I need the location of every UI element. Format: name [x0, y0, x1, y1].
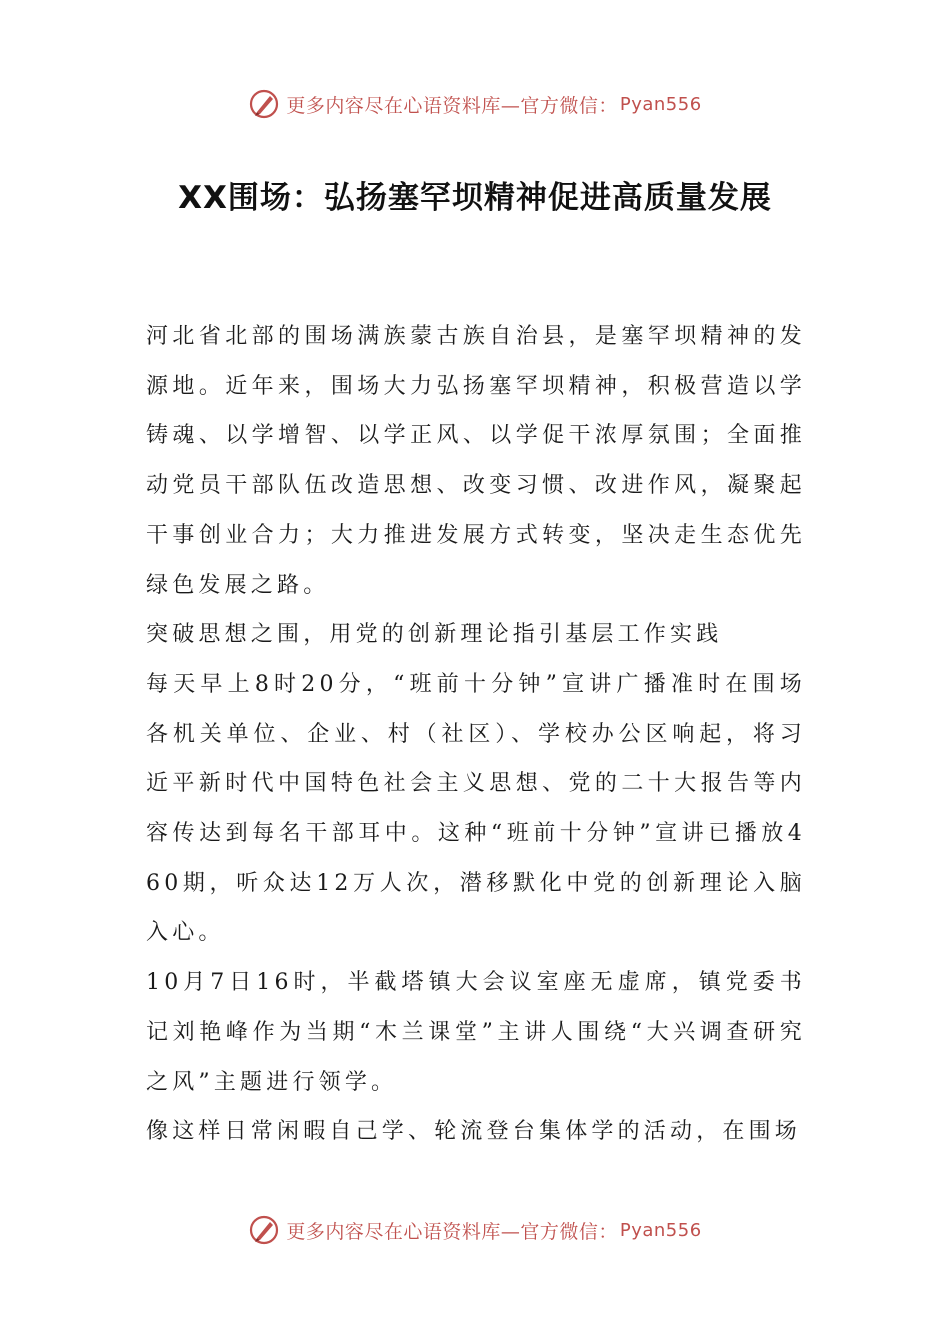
document-title: XX围场：弘扬塞罕坝精神促进高质量发展: [178, 180, 772, 216]
paragraph-lecture: 10月7日16时，半截塔镇大会议室座无虚席，镇党委书记刘艳峰作为当期“木兰课堂”主讲人围绕“大兴调查研究之风”主题进行领学。: [146, 970, 806, 1095]
pen-logo-icon: [248, 1214, 280, 1246]
section-heading: 突破思想之围，用党的创新理论指引基层工作实践: [146, 622, 723, 648]
paragraph-intro: 河北省北部的围场满族蒙古族自治县，是塞罕坝精神的发源地。近年来，围场大力弘扬塞罕坝精神，积极营造以学铸魂、以学增智、以学正风、以学促干浓厚氛围；全面推动党员干部队伍改造思想、改变习惯、改进作风，凝聚起干事创业合力；大力推进发展方式转变，坚决走生态优先绿色发展之路。: [146, 324, 806, 598]
paragraph-broadcast: 每天早上8时20分，“班前十分钟”宣讲广播准时在围场各机关单位、企业、村（社区）、学校办公区响起，将习近平新时代中国特色社会主义思想、党的二十大报告等内容传达到每名干部耳中。这种“班前十分钟”宣讲已播放460期，听众达12万人次，潜移默化中党的创新理论入脑入心。: [146, 671, 806, 946]
watermark-text: 更多内容尽在心语资料库—官方微信：: [286, 1220, 618, 1243]
footer-watermark: [0, 1210, 950, 1250]
watermark-text: 更多内容尽在心语资料库—官方微信：: [286, 94, 618, 117]
paragraph-study: 像这样日常闲暇自己学、轮流登台集体学的活动，在围场: [146, 1119, 802, 1145]
watermark-wechat-id: Pyan556: [619, 1219, 702, 1241]
document-body: [146, 312, 806, 1157]
watermark-wechat-id: Pyan556: [619, 93, 702, 115]
pen-logo-icon: [248, 88, 280, 120]
header-watermark: [0, 84, 950, 124]
